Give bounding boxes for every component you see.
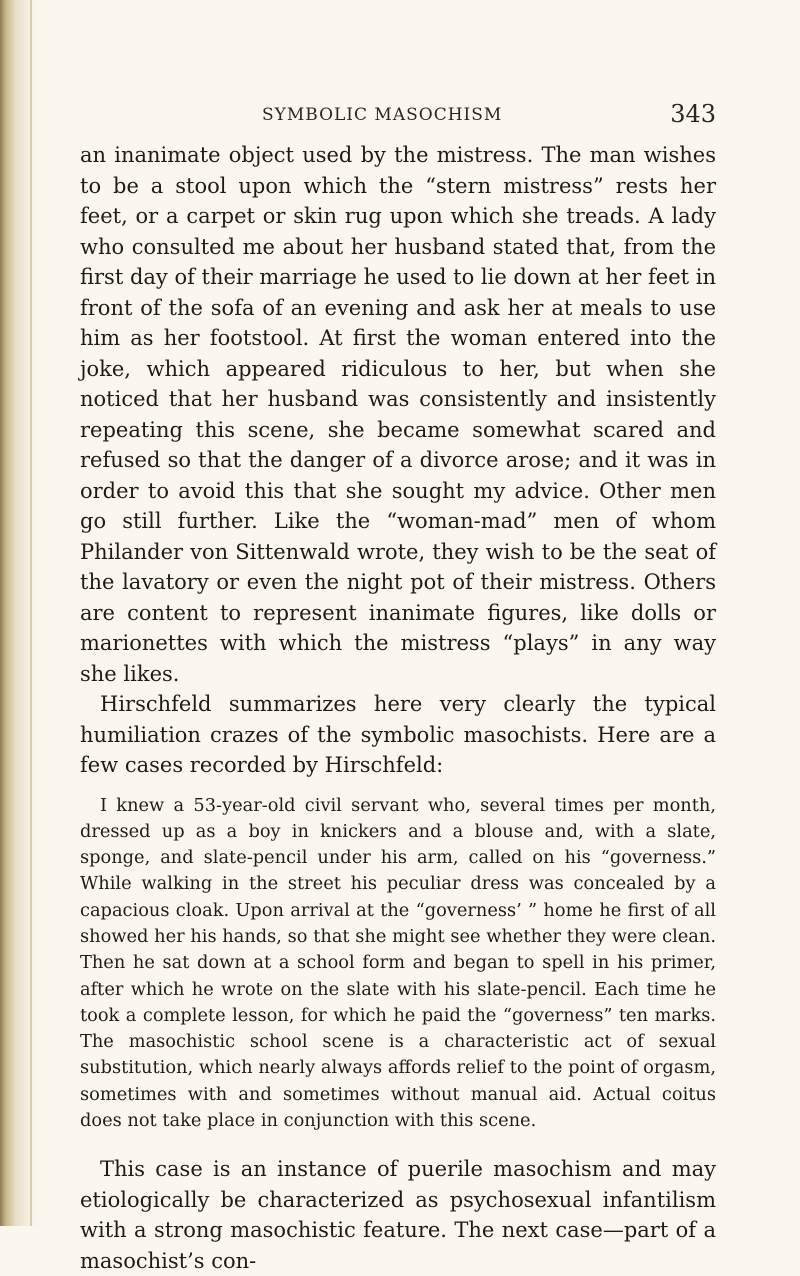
block-quote: I knew a 53-year-old civil servant who, several times per month, dressed up as a boy in knickers and a blouse and, with a slate, sponge, and slate-pencil under his arm, called on his “governess.” While walking in the street his peculiar dress was concealed by a capacious cloak. Upon arrival at the “governess’ ” home he first of all showed her his hands, so that she might see whether they were clean. Then he sat down at a school form and began to spell in his primer, after which he wrote on the slate with his slate-pencil. Each time he took a complete lesson, for which he paid the “governess” ten marks. The masochistic school scene is a characteristic act of sexual substitution, which nearly always affords relief to the point of orgasm, sometimes with and sometimes without manual aid. Actual coitus does not take place in conjunction with this scene. (80, 794, 716, 1132)
paragraph-2: Hirschfeld summarizes here very clearly the typical humiliation crazes of the symbolic masochists. Here are a few cases recorded by Hirschfeld: (80, 692, 716, 777)
running-head: SYMBOLIC MASOCHISM (262, 105, 503, 125)
page-gutter-shadow (0, 0, 42, 1226)
paragraph-1: an inanimate object used by the mistress. The man wishes to be a stool upon which the “stern mistress” rests her feet, or a carpet or skin rug upon which she treads. A lady who consulted me about her husband stated that, from the first day of their marriage he used to lie down at her feet in front of the sofa of an evening and ask her at meals to use him as her footstool. At first the woman entered into the joke, which appeared ridiculous to her, but when she noticed that her husband was consistently and insistently repeating this scene, she became somewhat scared and refused so that the danger of a divorce arose; and it was in order to avoid this that she sought my advice. Other men go still further. Like the “woman-mad” men of whom Philander von Sittenwald wrote, they wish to be the seat of the lavatory or even the night pot of their mistress. Others are content to represent inanimate figures, like dolls or marionettes with which the mistress “plays” in any way she likes. (80, 143, 716, 686)
page-header (80, 100, 716, 140)
book-page (80, 100, 716, 1276)
page-number: 343 (670, 100, 716, 128)
paragraph-3: This case is an instance of puerile masochism and may etiologically be characterized as psychosexual infantilism with a strong masochistic feature. The next case—part of a masochist’s con- (80, 1157, 716, 1273)
binding-edge (30, 0, 32, 1226)
